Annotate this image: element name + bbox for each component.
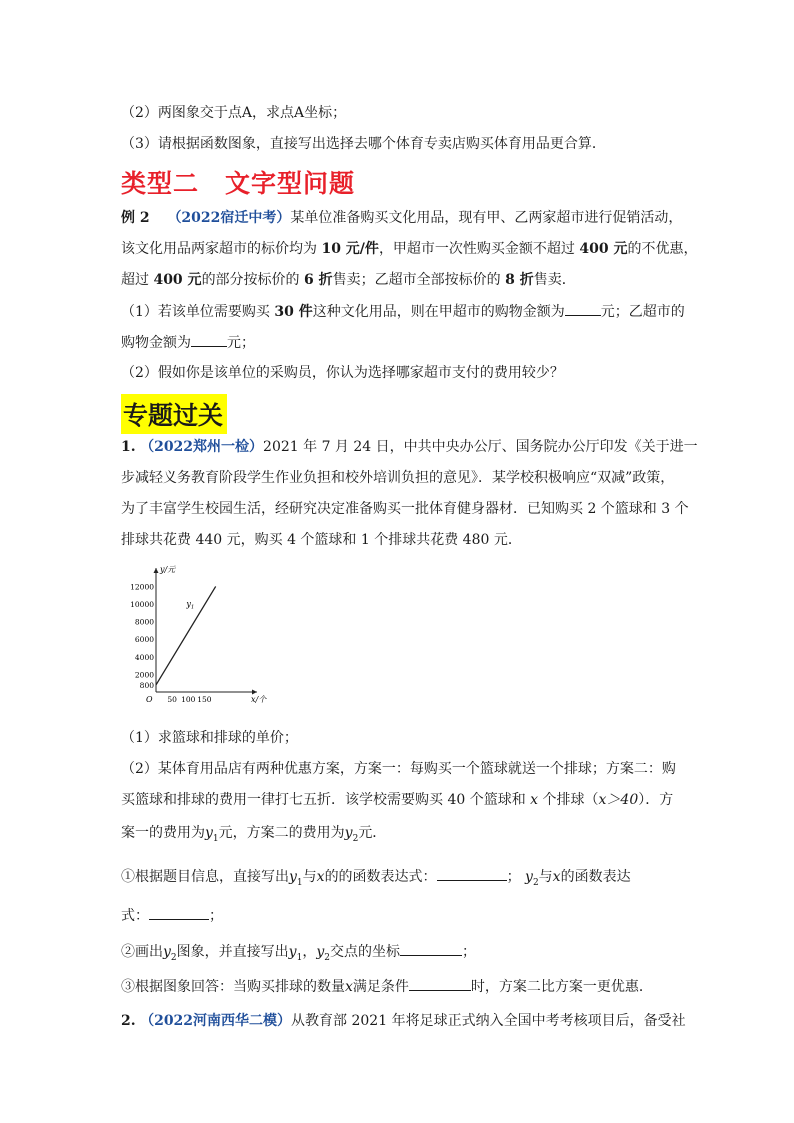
- x-tick-label: 100: [181, 695, 196, 704]
- subscript: 2: [532, 877, 539, 888]
- subscript: 1: [296, 952, 303, 963]
- var-y: y: [316, 944, 325, 960]
- var-y: y: [525, 869, 533, 885]
- sub2-t: 交点的坐标: [329, 944, 400, 960]
- p1q2-t: 买篮球和排球的费用一律打七五折．该学校需要购买 40 个篮球和: [121, 792, 531, 808]
- problem-prev-q2: （2）两图象交于点A，求点A坐标；: [121, 105, 347, 121]
- p1q2-t: 元．: [358, 825, 387, 841]
- sub1-t: 与: [538, 869, 553, 885]
- y-tick-label: 12000: [130, 582, 154, 592]
- var-y: y: [289, 869, 297, 885]
- problem1-q1: （1）求篮球和排球的单价；: [121, 730, 298, 746]
- ex2-q1-t: （1）若该单位需要购买: [121, 304, 275, 320]
- sub1-t: 式：: [121, 908, 149, 924]
- sub1-t: ；: [209, 908, 223, 924]
- problem1-sub1-line1: [121, 866, 631, 893]
- var-y: y: [344, 825, 353, 841]
- problem1-line3: 为了丰富学生校园生活，经研究决定准备购买一批体育健身器材．已知购买 2 个篮球和 3 个: [121, 501, 689, 517]
- p1q2-t: 案一的费用为: [121, 825, 205, 841]
- function-graph: [119, 560, 269, 710]
- problem2-source: （2022河南西华二模）: [140, 1013, 292, 1029]
- p1q2-t: 个排球（: [538, 792, 599, 808]
- ex2-q1-t: 这种文化用品，则在甲超市的购物金额为: [312, 304, 565, 320]
- var-x: x: [552, 869, 561, 885]
- problem1-sub3: [121, 976, 653, 997]
- ex2-q1-t: 元；: [227, 335, 255, 351]
- ex2-q1-t: 元；乙超市的: [600, 304, 685, 320]
- y-tick-label: 4000: [134, 652, 154, 662]
- problem1-sub2: [121, 941, 476, 968]
- problem2-number: 2.: [121, 1013, 136, 1029]
- sub2-t: ，: [302, 944, 317, 960]
- var-x: x: [530, 792, 539, 808]
- y-tick-label: 10000: [130, 600, 154, 609]
- y-tick-label: 800: [139, 680, 154, 690]
- ex2-limit: 400 元: [579, 241, 628, 257]
- x-tick-label: 50: [167, 695, 177, 704]
- y-tick-label: 6000: [134, 635, 154, 645]
- problem1-line4: 排球共花费 440 元，购买 4 个篮球和 1 个排球共花费 480 元．: [121, 532, 522, 548]
- problem1-line2: 步减轻义务教育阶段学生作业负担和校外培训负担的意见》．某学校积极响应“双减”政策，: [121, 470, 675, 486]
- example2-q1-line1: [121, 301, 685, 322]
- x-axis-arrow: [252, 690, 257, 695]
- section-heading-type2: [121, 164, 355, 200]
- problem1-number: 1.: [121, 439, 136, 455]
- ex2-q1-t: 购物金额为: [121, 335, 191, 351]
- ex2-price: 10 元/件: [321, 241, 379, 257]
- y-tick-label: 8000: [134, 617, 154, 627]
- sub2-t: 图象，并直接写出: [176, 944, 289, 960]
- origin-label: O: [146, 695, 153, 704]
- example2-text-1: 某单位准备购买文化用品，现有甲、乙两家超市进行促销活动，: [290, 210, 683, 226]
- ex2-t: 该文化用品两家超市的标价均为: [121, 241, 322, 257]
- subscript: 1: [212, 833, 219, 844]
- answer-blank[interactable]: [437, 866, 507, 881]
- series-label-subscript: 1: [190, 604, 195, 611]
- subscript: 2: [324, 952, 330, 963]
- p1q2-t: 元，方案二的费用为: [218, 825, 345, 841]
- example2-source: （2022宿迁中考）: [167, 210, 291, 226]
- p1q2-t: ）．方: [638, 792, 674, 808]
- series-label-y1: $y_1$: [186, 599, 195, 611]
- ex2-t: 的部分按标价的: [201, 272, 305, 288]
- ex2-discount-b: 8 折: [505, 272, 534, 288]
- x-axis-label: x/个: [251, 695, 267, 704]
- problem-prev-q3: （3）请根据函数图象，直接写出选择去哪个体育专卖店购买体育用品更合算．: [121, 136, 606, 152]
- example2-q2: （2）假如你是该单位的采购员，你认为选择哪家超市支付的费用较少？: [121, 365, 564, 381]
- problem1-text: 2021 年 7 月 24 日，中共中央办公厅、国务院办公厅印发《关于进一: [263, 439, 698, 455]
- type2-title: 文字型问题: [225, 169, 356, 198]
- problem1-q2-line1: （2）某体育用品店有两种优惠方案，方案一：每购买一个篮球就送一个排球；方案二：购: [121, 761, 676, 777]
- subscript: 2: [352, 833, 359, 844]
- example2-line3: [121, 270, 576, 290]
- problem1-q2-line2: [121, 790, 673, 810]
- problem1-line1: [121, 437, 698, 457]
- problem2-line1: [121, 1011, 686, 1031]
- ex2-limit: 400 元: [153, 272, 202, 288]
- problem1-sub1-line2: [121, 905, 223, 926]
- answer-blank[interactable]: [565, 301, 601, 316]
- var-x: x: [345, 979, 353, 995]
- sub1-t: 的函数表达: [560, 869, 631, 885]
- example2-line2: [121, 239, 698, 259]
- ex2-t: ，甲超市一次性购买金额不超过: [378, 241, 580, 257]
- sub2-t: ；: [461, 944, 476, 960]
- var-x: x: [316, 869, 325, 885]
- subscript: 2: [170, 952, 177, 963]
- y-axis-arrow: [154, 568, 159, 573]
- problem1-q2-line3: [121, 823, 386, 849]
- var-y: y: [163, 944, 171, 960]
- ex2-t: 售卖；乙超市全部按标价的: [332, 272, 506, 288]
- answer-blank[interactable]: [409, 976, 471, 991]
- y-tick-label: 2000: [134, 670, 154, 680]
- answer-blank[interactable]: [400, 941, 462, 956]
- sub3-t: 满足条件: [352, 979, 409, 995]
- ex2-discount-a: 6 折: [304, 272, 333, 288]
- problem2-text: 从教育部 2021 年将足球正式纳入全国中考考核项目后，备受社: [291, 1013, 686, 1029]
- problem1-source: （2022郑州一检）: [140, 439, 264, 455]
- sub1-t: 与: [302, 869, 317, 885]
- ex2-t: 超过: [121, 272, 154, 288]
- ex2-q1-qty: 30 件: [274, 304, 313, 320]
- sub2-t: ②画出: [121, 944, 163, 960]
- var-y: y: [288, 944, 297, 960]
- answer-blank[interactable]: [191, 332, 227, 347]
- sub1-t: 的的函数表达式：: [324, 869, 437, 885]
- y-axis-label: y/元: [160, 565, 176, 574]
- type2-label: 类型二: [121, 169, 200, 198]
- section-heading-practice: 专题过关: [121, 394, 227, 434]
- sub3-t: ③根据图象回答：当购买排球的数量: [121, 979, 345, 995]
- ex2-t: 的不优惠，: [627, 241, 698, 257]
- sub1-t: ；: [506, 869, 521, 885]
- example2-label: 例 2: [121, 210, 150, 226]
- var-y: y: [205, 825, 213, 841]
- ex2-t: 售卖．: [533, 272, 576, 288]
- example2-q1-line2: [121, 332, 255, 353]
- example2-line1: [121, 208, 682, 228]
- answer-blank[interactable]: [149, 905, 209, 920]
- x-tick-label: 150: [197, 695, 212, 704]
- subscript: 1: [296, 877, 303, 888]
- condition: x＞40: [598, 792, 639, 808]
- sub1-t: ①根据题目信息，直接写出: [121, 869, 289, 885]
- sub3-t: 时，方案二比方案一更优惠．: [470, 979, 653, 995]
